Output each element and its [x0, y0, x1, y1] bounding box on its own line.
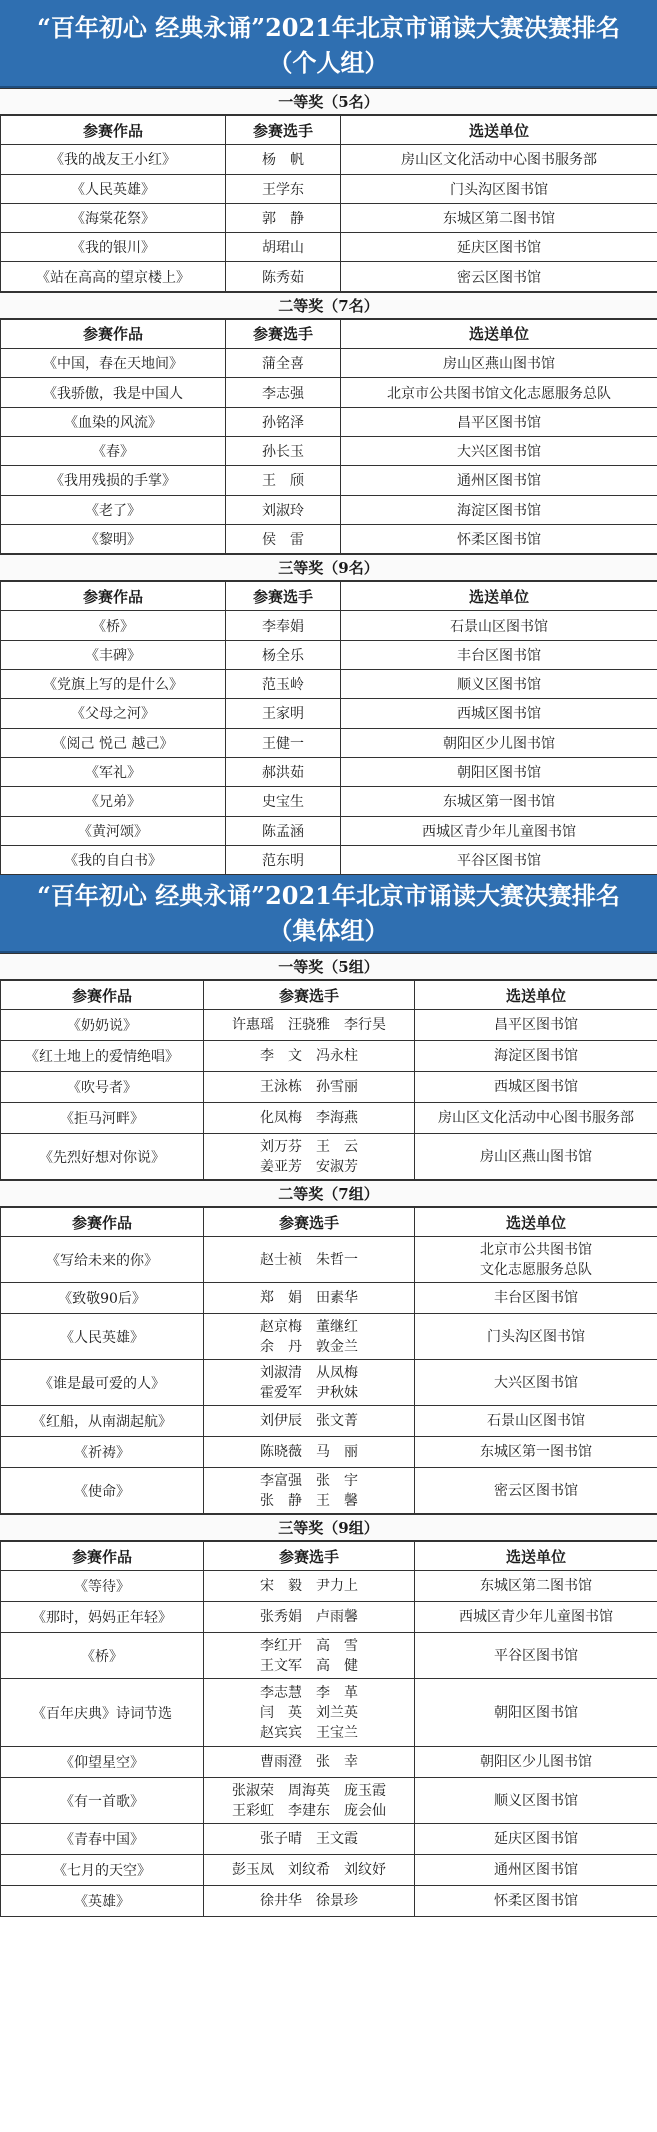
table-row — [1, 1602, 657, 1633]
player-line: 张子晴 王文霞 — [260, 1831, 358, 1848]
table-row — [1, 1679, 657, 1747]
work-cell: 《先烈好想对你说》 — [1, 1134, 204, 1180]
unit-cell: 东城区第二图书馆 — [341, 203, 657, 232]
player-cell: 胡珺山 — [226, 233, 341, 262]
work-cell: 《我的自白书》 — [1, 845, 226, 874]
work-cell: 《红土地上的爱情绝唱》 — [1, 1041, 204, 1072]
column-header-player: 参赛选手 — [204, 1542, 415, 1571]
unit-line: 大兴区图书馆 — [494, 1374, 578, 1391]
work-cell: 《谁是最可爱的人》 — [1, 1360, 204, 1406]
table-row — [1, 495, 657, 524]
column-header-work: 参赛作品 — [1, 582, 226, 611]
work-cell: 《桥》 — [1, 1633, 204, 1679]
unit-cell — [415, 1633, 657, 1679]
table-row — [1, 1103, 657, 1134]
work-cell: 《那时，妈妈正年轻》 — [1, 1602, 204, 1633]
work-cell: 《黄河颂》 — [1, 816, 226, 845]
column-header-unit: 选送单位 — [415, 1542, 657, 1571]
work-cell: 《人民英雄》 — [1, 1314, 204, 1360]
unit-cell — [415, 1237, 657, 1283]
column-header-player: 参赛选手 — [226, 582, 341, 611]
table-header-row — [1, 1208, 657, 1237]
work-cell: 《七月的天空》 — [1, 1855, 204, 1886]
unit-cell — [415, 1602, 657, 1633]
table-header-row — [1, 1542, 657, 1571]
individual-title-line1: “百年初心 经典永诵”2021年北京市诵读大赛决赛排名 — [37, 13, 620, 42]
work-cell: 《有一首歌》 — [1, 1778, 204, 1824]
table-row — [1, 1072, 657, 1103]
column-header-unit: 选送单位 — [341, 116, 657, 145]
unit-cell: 朝阳区图书馆 — [341, 757, 657, 786]
unit-cell — [415, 1406, 657, 1437]
unit-line: 朝阳区少儿图书馆 — [480, 1754, 592, 1771]
award-level-title: 一等奖（5名） — [0, 88, 657, 115]
table-row — [1, 1134, 657, 1180]
unit-line: 东城区第一图书馆 — [480, 1444, 592, 1461]
player-line: 赵宾宾 王宝兰 — [260, 1724, 358, 1741]
table-row — [1, 145, 657, 174]
table-row — [1, 816, 657, 845]
table-row — [1, 1406, 657, 1437]
work-cell: 《吹号者》 — [1, 1072, 204, 1103]
unit-cell — [415, 1468, 657, 1514]
table-row — [1, 728, 657, 757]
collective-title-banner — [0, 875, 657, 953]
results-table — [0, 1541, 657, 1917]
work-cell: 《致敬90后》 — [1, 1283, 204, 1314]
player-cell — [204, 1633, 415, 1679]
unit-cell — [415, 1571, 657, 1602]
work-cell: 《站在高高的望京楼上》 — [1, 262, 226, 291]
player-cell — [204, 1747, 415, 1778]
individual-results — [0, 88, 657, 875]
unit-cell: 平谷区图书馆 — [341, 845, 657, 874]
unit-line: 北京市公共图书馆 — [480, 1241, 592, 1258]
work-cell: 《我骄傲，我是中国人 — [1, 378, 226, 407]
collective-results — [0, 953, 657, 1917]
player-cell — [204, 1468, 415, 1514]
player-cell — [204, 1283, 415, 1314]
player-cell: 王健一 — [226, 728, 341, 757]
unit-cell — [415, 1778, 657, 1824]
player-cell: 杨全乐 — [226, 640, 341, 669]
unit-cell — [415, 1103, 657, 1134]
player-line: 王泳栋 孙雪丽 — [260, 1079, 358, 1096]
player-cell — [204, 1103, 415, 1134]
work-cell: 《奶奶说》 — [1, 1010, 204, 1041]
unit-cell — [415, 1886, 657, 1917]
work-cell: 《军礼》 — [1, 757, 226, 786]
player-cell: 李志强 — [226, 378, 341, 407]
work-cell: 《兄弟》 — [1, 787, 226, 816]
table-row — [1, 1237, 657, 1283]
unit-line: 顺义区图书馆 — [494, 1792, 578, 1809]
table-row — [1, 1571, 657, 1602]
player-cell — [204, 1602, 415, 1633]
unit-line: 通州区图书馆 — [494, 1862, 578, 1879]
player-line: 李志慧 李 革 — [260, 1684, 358, 1701]
column-header-unit: 选送单位 — [415, 1208, 657, 1237]
unit-cell — [415, 1072, 657, 1103]
player-cell — [204, 1824, 415, 1855]
player-line: 闫 英 刘兰英 — [260, 1704, 358, 1721]
unit-cell — [415, 1010, 657, 1041]
player-line: 化凤梅 李海燕 — [260, 1110, 358, 1127]
unit-cell: 朝阳区少儿图书馆 — [341, 728, 657, 757]
player-cell — [204, 1237, 415, 1283]
player-cell: 史宝生 — [226, 787, 341, 816]
player-line: 赵京梅 董继红 — [260, 1318, 358, 1335]
work-cell: 《老了》 — [1, 495, 226, 524]
work-cell: 《父母之河》 — [1, 699, 226, 728]
table-row — [1, 640, 657, 669]
work-cell: 《丰碑》 — [1, 640, 226, 669]
award-level-title: 二等奖（7组） — [0, 1180, 657, 1207]
unit-cell: 房山区燕山图书馆 — [341, 349, 657, 378]
unit-cell — [415, 1855, 657, 1886]
results-table — [0, 581, 657, 875]
work-cell: 《我用残损的手掌》 — [1, 466, 226, 495]
work-cell: 《我的银川》 — [1, 233, 226, 262]
unit-cell: 怀柔区图书馆 — [341, 524, 657, 553]
work-cell: 《海棠花祭》 — [1, 203, 226, 232]
player-line: 李红开 高 雪 — [260, 1637, 358, 1654]
unit-cell: 北京市公共图书馆文化志愿服务总队 — [341, 378, 657, 407]
table-row — [1, 1747, 657, 1778]
column-header-work: 参赛作品 — [1, 981, 204, 1010]
player-line: 张 静 王 馨 — [260, 1492, 358, 1509]
unit-line: 昌平区图书馆 — [494, 1017, 578, 1034]
unit-line: 西城区青少年儿童图书馆 — [459, 1609, 613, 1626]
results-table — [0, 319, 657, 554]
player-cell — [204, 1778, 415, 1824]
table-row — [1, 524, 657, 553]
player-cell: 王 颀 — [226, 466, 341, 495]
unit-cell: 顺义区图书馆 — [341, 670, 657, 699]
column-header-unit: 选送单位 — [341, 319, 657, 348]
column-header-unit: 选送单位 — [415, 981, 657, 1010]
table-header-row — [1, 582, 657, 611]
player-cell — [204, 1314, 415, 1360]
unit-line: 延庆区图书馆 — [494, 1831, 578, 1848]
work-cell: 《春》 — [1, 436, 226, 465]
table-row — [1, 233, 657, 262]
table-row — [1, 1824, 657, 1855]
table-row — [1, 699, 657, 728]
player-cell: 郭 静 — [226, 203, 341, 232]
player-line: 刘万芬 王 云 — [260, 1138, 358, 1155]
unit-line: 门头沟区图书馆 — [487, 1328, 585, 1345]
player-cell — [204, 1041, 415, 1072]
player-cell — [204, 1010, 415, 1041]
work-cell: 《人民英雄》 — [1, 174, 226, 203]
player-line: 徐井华 徐景珍 — [260, 1893, 358, 1910]
unit-cell: 海淀区图书馆 — [341, 495, 657, 524]
player-cell — [204, 1679, 415, 1747]
player-cell: 侯 雷 — [226, 524, 341, 553]
player-cell: 孙铭泽 — [226, 407, 341, 436]
unit-cell — [415, 1679, 657, 1747]
player-cell: 郝洪茹 — [226, 757, 341, 786]
player-line: 李富强 张 宇 — [260, 1472, 358, 1489]
work-cell: 《血染的风流》 — [1, 407, 226, 436]
unit-line: 房山区文化活动中心图书服务部 — [438, 1110, 634, 1127]
player-cell — [204, 1437, 415, 1468]
table-row — [1, 611, 657, 640]
player-cell — [204, 1886, 415, 1917]
unit-cell: 延庆区图书馆 — [341, 233, 657, 262]
unit-cell — [415, 1360, 657, 1406]
column-header-player: 参赛选手 — [204, 1208, 415, 1237]
unit-line: 石景山区图书馆 — [487, 1413, 585, 1430]
player-line: 陈晓薇 马 丽 — [260, 1444, 358, 1461]
table-header-row — [1, 319, 657, 348]
player-line: 霍爱军 尹秋妹 — [260, 1384, 358, 1401]
work-cell: 《我的战友王小红》 — [1, 145, 226, 174]
work-cell: 《党旗上写的是什么》 — [1, 670, 226, 699]
unit-line: 密云区图书馆 — [494, 1482, 578, 1499]
table-row — [1, 1010, 657, 1041]
unit-cell: 石景山区图书馆 — [341, 611, 657, 640]
player-cell: 李奉娟 — [226, 611, 341, 640]
player-cell: 刘淑玲 — [226, 495, 341, 524]
player-cell: 王学东 — [226, 174, 341, 203]
player-cell: 杨 帆 — [226, 145, 341, 174]
collective-title-line2: （集体组） — [268, 916, 389, 946]
unit-cell — [415, 1314, 657, 1360]
table-header-row — [1, 116, 657, 145]
table-row — [1, 1468, 657, 1514]
unit-cell: 丰台区图书馆 — [341, 640, 657, 669]
results-table — [0, 1207, 657, 1514]
unit-cell — [415, 1824, 657, 1855]
unit-line: 文化志愿服务总队 — [480, 1261, 592, 1278]
table-row — [1, 1778, 657, 1824]
work-cell: 《英雄》 — [1, 1886, 204, 1917]
individual-title-line2: （个人组） — [268, 48, 389, 77]
player-line: 曹雨澄 张 幸 — [260, 1754, 358, 1771]
work-cell: 《红船，从南湖起航》 — [1, 1406, 204, 1437]
column-header-player: 参赛选手 — [226, 116, 341, 145]
table-row — [1, 1886, 657, 1917]
player-line: 王文军 高 健 — [260, 1657, 358, 1674]
unit-cell: 西城区图书馆 — [341, 699, 657, 728]
player-line: 姜亚芳 安淑芳 — [260, 1158, 358, 1175]
unit-line: 房山区燕山图书馆 — [480, 1148, 592, 1165]
table-row — [1, 845, 657, 874]
work-cell: 《百年庆典》诗词节选 — [1, 1679, 204, 1747]
unit-cell: 西城区青少年儿童图书馆 — [341, 816, 657, 845]
work-cell: 《桥》 — [1, 611, 226, 640]
player-cell — [204, 1571, 415, 1602]
unit-cell: 大兴区图书馆 — [341, 436, 657, 465]
unit-line: 平谷区图书馆 — [494, 1647, 578, 1664]
award-level-title: 二等奖（7名） — [0, 292, 657, 319]
column-header-work: 参赛作品 — [1, 319, 226, 348]
player-line: 余 丹 敦金兰 — [260, 1338, 358, 1355]
award-level-title: 三等奖（9组） — [0, 1514, 657, 1541]
collective-title-line1: “百年初心 经典永诵”2021年北京市诵读大赛决赛排名 — [37, 881, 620, 911]
table-row — [1, 1437, 657, 1468]
unit-cell — [415, 1134, 657, 1180]
player-line: 李 文 冯永柱 — [260, 1048, 358, 1065]
player-line: 刘伊辰 张文菁 — [260, 1413, 358, 1430]
unit-cell — [415, 1437, 657, 1468]
table-row — [1, 466, 657, 495]
results-table — [0, 980, 657, 1180]
player-cell: 陈秀茹 — [226, 262, 341, 291]
player-line: 郑 娟 田素华 — [260, 1290, 358, 1307]
player-cell: 王家明 — [226, 699, 341, 728]
work-cell: 《阅己 悦己 越己》 — [1, 728, 226, 757]
table-header-row — [1, 981, 657, 1010]
table-row — [1, 436, 657, 465]
results-table — [0, 115, 657, 292]
player-line: 宋 毅 尹力上 — [260, 1578, 358, 1595]
table-row — [1, 262, 657, 291]
table-row — [1, 378, 657, 407]
player-cell — [204, 1360, 415, 1406]
table-row — [1, 1633, 657, 1679]
table-row — [1, 787, 657, 816]
work-cell: 《使命》 — [1, 1468, 204, 1514]
player-cell — [204, 1134, 415, 1180]
individual-title-banner — [0, 0, 657, 88]
player-cell: 蒲全喜 — [226, 349, 341, 378]
table-row — [1, 670, 657, 699]
column-header-player: 参赛选手 — [226, 319, 341, 348]
unit-line: 怀柔区图书馆 — [494, 1893, 578, 1910]
table-row — [1, 1360, 657, 1406]
player-line: 彭玉凤 刘纹希 刘纹妤 — [232, 1862, 386, 1879]
unit-cell — [415, 1041, 657, 1072]
work-cell: 《拒马河畔》 — [1, 1103, 204, 1134]
player-cell — [204, 1855, 415, 1886]
unit-cell: 东城区第一图书馆 — [341, 787, 657, 816]
table-row — [1, 1855, 657, 1886]
work-cell: 《祈祷》 — [1, 1437, 204, 1468]
unit-cell: 通州区图书馆 — [341, 466, 657, 495]
unit-cell: 房山区文化活动中心图书服务部 — [341, 145, 657, 174]
unit-line: 西城区图书馆 — [494, 1079, 578, 1096]
player-cell — [204, 1406, 415, 1437]
column-header-work: 参赛作品 — [1, 1208, 204, 1237]
player-line: 刘淑清 从凤梅 — [260, 1364, 358, 1381]
column-header-work: 参赛作品 — [1, 116, 226, 145]
unit-cell: 密云区图书馆 — [341, 262, 657, 291]
table-row — [1, 1283, 657, 1314]
player-cell: 范东明 — [226, 845, 341, 874]
unit-cell — [415, 1747, 657, 1778]
unit-line: 朝阳区图书馆 — [494, 1704, 578, 1721]
player-line: 张秀娟 卢雨馨 — [260, 1609, 358, 1626]
column-header-player: 参赛选手 — [204, 981, 415, 1010]
player-line: 张淑荣 周海英 庞玉霞 — [232, 1782, 386, 1799]
table-row — [1, 349, 657, 378]
column-header-work: 参赛作品 — [1, 1542, 204, 1571]
player-cell: 孙长玉 — [226, 436, 341, 465]
column-header-unit: 选送单位 — [341, 582, 657, 611]
unit-line: 丰台区图书馆 — [494, 1290, 578, 1307]
player-line: 赵士祯 朱哲一 — [260, 1251, 358, 1268]
work-cell: 《写给未来的你》 — [1, 1237, 204, 1283]
work-cell: 《仰望星空》 — [1, 1747, 204, 1778]
player-cell: 范玉岭 — [226, 670, 341, 699]
unit-cell: 昌平区图书馆 — [341, 407, 657, 436]
table-row — [1, 407, 657, 436]
table-row — [1, 203, 657, 232]
table-row — [1, 757, 657, 786]
work-cell: 《青春中国》 — [1, 1824, 204, 1855]
table-row — [1, 1314, 657, 1360]
unit-cell: 门头沟区图书馆 — [341, 174, 657, 203]
work-cell: 《黎明》 — [1, 524, 226, 553]
work-cell: 《等待》 — [1, 1571, 204, 1602]
player-line: 许惠瑶 汪骁雅 李行昊 — [232, 1017, 386, 1034]
unit-cell — [415, 1283, 657, 1314]
unit-line: 海淀区图书馆 — [494, 1048, 578, 1065]
award-level-title: 三等奖（9名） — [0, 554, 657, 581]
player-line: 王彩虹 李建东 庞会仙 — [232, 1802, 386, 1819]
table-row — [1, 1041, 657, 1072]
player-cell: 陈孟涵 — [226, 816, 341, 845]
work-cell: 《中国，春在天地间》 — [1, 349, 226, 378]
player-cell — [204, 1072, 415, 1103]
unit-line: 东城区第二图书馆 — [480, 1578, 592, 1595]
table-row — [1, 174, 657, 203]
award-level-title: 一等奖（5组） — [0, 953, 657, 980]
